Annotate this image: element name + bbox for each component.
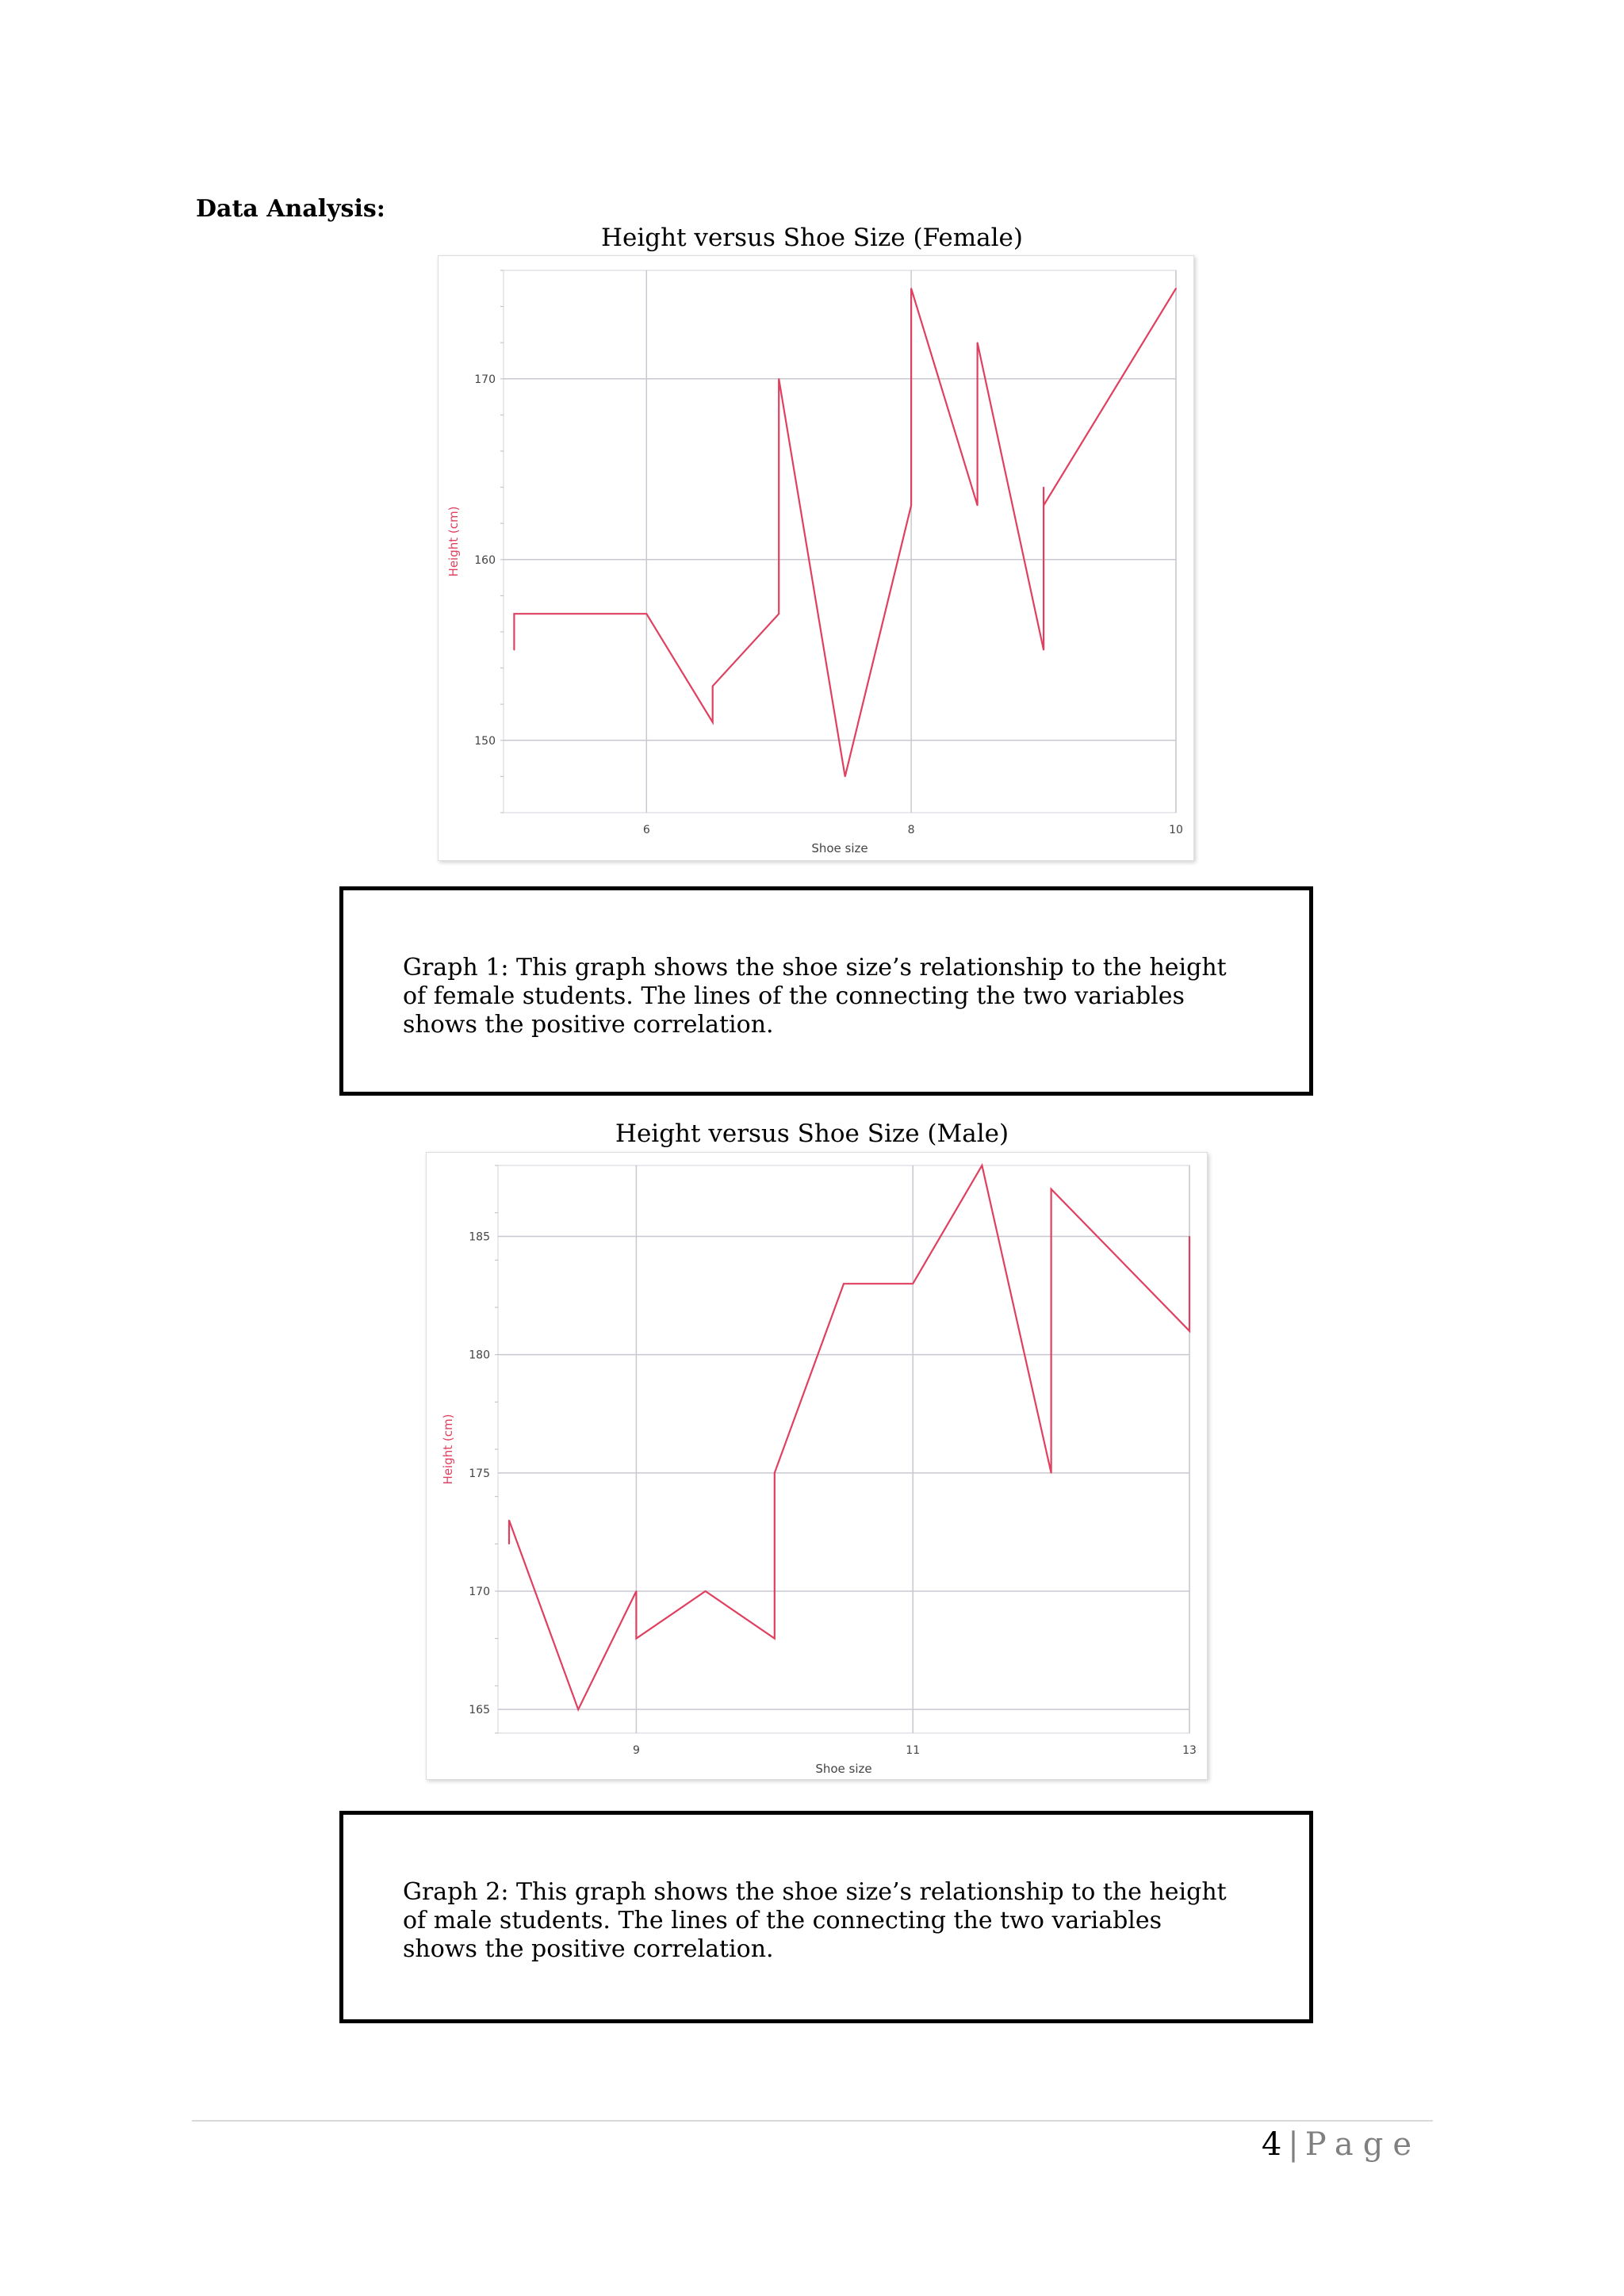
page-separator: |	[1288, 2126, 1299, 2163]
chart2-data-point	[912, 1283, 914, 1284]
chart2-data-point	[577, 1709, 579, 1710]
chart1-data-point	[977, 505, 979, 507]
chart1-data-point	[514, 649, 515, 651]
footer-rule	[192, 2120, 1433, 2122]
chart2-data-point	[1051, 1188, 1052, 1190]
chart2-data-point	[508, 1520, 510, 1521]
chart2-plot-area	[498, 1165, 1189, 1733]
chart2-x-tick-label: 9	[632, 1744, 640, 1757]
chart2-data-point	[982, 1165, 983, 1166]
chart1-plot	[439, 256, 1193, 860]
chart2-caption-box	[339, 1811, 1313, 2023]
chart1-data-point	[845, 776, 846, 778]
page-number-value: 4	[1261, 2126, 1282, 2163]
chart1-x-tick-label: 8	[907, 824, 915, 836]
chart1-data-point	[977, 342, 979, 343]
chart2-data-point	[774, 1638, 776, 1640]
chart1-x-tick-label: 6	[642, 824, 650, 836]
chart2-x-tick-label: 11	[906, 1744, 921, 1757]
chart1-y-axis-label: Height (cm)	[446, 506, 461, 577]
chart2-data-point	[843, 1283, 845, 1284]
chart1-data-point	[712, 686, 714, 687]
page-number	[1262, 2126, 1421, 2163]
chart1-data-point	[1043, 649, 1044, 651]
chart1-title: Height versus Shoe Size (Female)	[601, 224, 1023, 252]
chart2-x-axis-label: Shoe size	[815, 1762, 872, 1776]
chart2-y-tick-label: 185	[469, 1230, 490, 1244]
page-word: Page	[1304, 2126, 1421, 2163]
chart2-caption: Graph 2: This graph shows the shoe size’s relationship to the height of male students. The lines of the connecting the two variables shows the positive correlation.	[403, 1878, 1227, 1963]
chart2-data-point	[774, 1472, 776, 1474]
chart2-frame	[426, 1152, 1208, 1780]
chart1-frame	[438, 255, 1194, 861]
chart1-y-tick-label: 160	[474, 553, 496, 567]
chart1-caption: Graph 1: This graph shows the shoe size’s relationship to the height of female students. The lines of the connecting the two variables shows the positive correlation.	[403, 954, 1227, 1039]
chart1-data-point	[645, 613, 647, 614]
section-heading: Data Analysis:	[196, 195, 385, 223]
chart1-y-tick-label: 170	[474, 373, 496, 386]
chart2-y-tick-label: 165	[469, 1704, 490, 1717]
chart2-x-tick-label: 13	[1182, 1744, 1197, 1757]
chart2-data-point	[508, 1544, 510, 1545]
chart2-series-line	[509, 1165, 1189, 1709]
chart1-series-line	[514, 289, 1176, 777]
chart1-data-point	[778, 613, 779, 614]
chart2-y-tick-label: 175	[469, 1467, 490, 1480]
chart1-data-point	[910, 288, 912, 289]
chart1-plot-area	[504, 270, 1176, 813]
chart1-data-point	[778, 378, 779, 380]
chart2-data-point	[1051, 1472, 1052, 1474]
chart1-caption-box	[339, 886, 1313, 1096]
chart2-data-point	[636, 1638, 638, 1640]
chart1-data-point	[712, 721, 714, 723]
chart1-data-point	[1043, 487, 1044, 488]
chart1-y-tick-label: 150	[474, 734, 496, 748]
chart2-plot	[427, 1153, 1207, 1779]
chart1-x-axis-label: Shoe size	[811, 841, 868, 855]
chart2-data-point	[1189, 1236, 1190, 1238]
chart2-y-axis-label: Height (cm)	[441, 1414, 455, 1485]
chart2-data-point	[1189, 1330, 1190, 1332]
chart2-y-tick-label: 170	[469, 1586, 490, 1598]
chart1-data-point	[910, 505, 912, 507]
chart2-data-point	[636, 1590, 638, 1592]
chart1-x-tick-label: 10	[1169, 824, 1183, 836]
chart1-data-point	[1175, 288, 1177, 289]
chart2-title: Height versus Shoe Size (Male)	[615, 1119, 1009, 1148]
chart2-y-tick-label: 180	[469, 1349, 490, 1362]
chart1-data-point	[514, 613, 515, 614]
chart2-data-point	[705, 1590, 707, 1592]
chart1-data-point	[1043, 505, 1044, 507]
